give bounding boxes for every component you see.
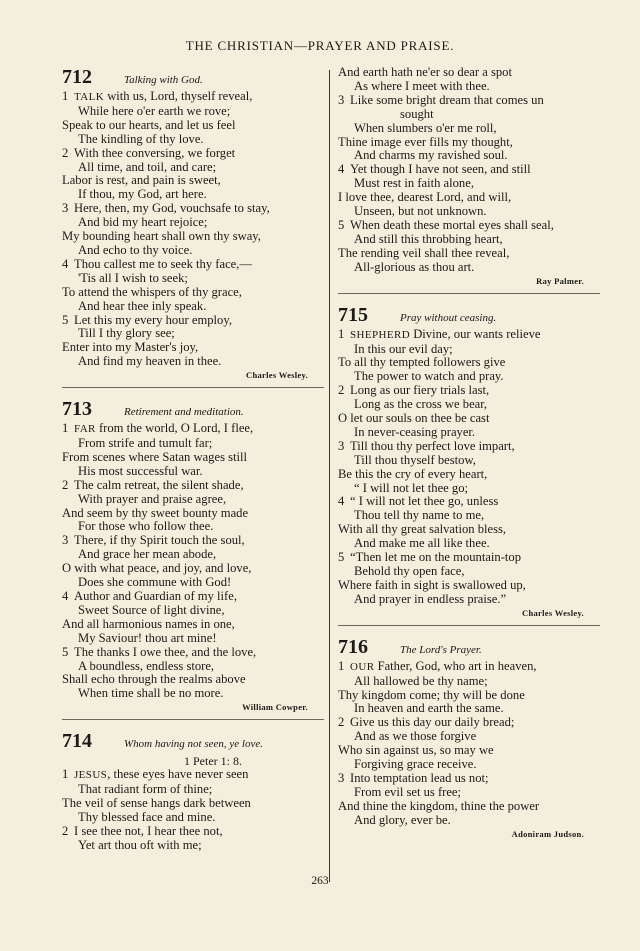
hymn-line [338, 328, 600, 343]
hymn-number: 712 [62, 66, 92, 88]
hymn-line [62, 258, 324, 272]
hymn-line: To all thy tempted followers give [338, 355, 506, 370]
hymn-line: My bounding heart shall own thy sway, [62, 229, 261, 244]
hymn-line [338, 163, 600, 177]
hymn-line: sought [400, 106, 434, 121]
hymn-line: The veil of sense hangs dark between [62, 796, 251, 811]
hymn-heading [338, 304, 600, 328]
hymn-line: And grace her mean abode, [78, 547, 217, 562]
hymn-line [338, 384, 600, 398]
hymn-line: The rending veil shall thee reveal, [338, 245, 510, 260]
verse-text: Author and Guardian of my life, [74, 589, 237, 603]
hymn-line: My Saviour! thou art mine! [78, 630, 217, 645]
hymn-line [338, 772, 600, 786]
verse-text: Father, God, who art in heaven, [374, 658, 537, 673]
hymn-line [62, 90, 324, 105]
hymn-line [338, 219, 600, 233]
hymn-line: Sweet Source of light divine, [78, 602, 225, 617]
section-divider [62, 387, 324, 388]
hymn-line: Yet art thou oft with me; [78, 837, 202, 852]
hymn-line: Where faith in sight is swallowed up, [338, 577, 526, 592]
verse-number: 1 [62, 89, 69, 103]
hymn-line: All time, and toil, and care; [78, 159, 217, 174]
hymn-line: With all thy great salvation bless, [338, 522, 507, 537]
hymn-line: And seem by thy sweet bounty made [62, 505, 249, 520]
verse-text: , these eyes have never seen [107, 767, 249, 782]
hymn-author: Charles Wesley. [246, 370, 308, 381]
hymn [338, 304, 600, 619]
hymn-line: When slumbers o'er me roll, [354, 120, 497, 135]
hymn-line: Who sin against us, so may we [338, 743, 494, 758]
hymn [62, 66, 324, 381]
hymn-line: And all harmonious names in one, [62, 616, 235, 631]
hymn-author: Charles Wesley. [522, 607, 584, 618]
verse-text: “ I will not let thee go, unless [350, 494, 499, 509]
verse-text: Till thou thy perfect love impart, [350, 438, 515, 453]
hymn [62, 730, 324, 852]
hymn-line [62, 314, 324, 328]
hymn-line: Till I thy glory see; [78, 326, 175, 341]
hymn-line: In never-ceasing prayer. [354, 424, 476, 439]
page-number: 263 [311, 875, 329, 887]
verse-first-word: SHEPHERD [350, 328, 411, 341]
hymn-line: And make me all like thee. [354, 536, 490, 551]
verse-number: 2 [62, 477, 69, 492]
verse-number: 3 [62, 533, 69, 548]
verse-text: with us, Lord, thyself reveal, [104, 89, 253, 103]
hymn-line [338, 660, 600, 675]
verse-first-word: FAR [74, 423, 96, 436]
verse-number: 1 [338, 326, 345, 341]
hymn-line: For those who follow thee. [78, 519, 214, 534]
hymn-line: Thou tell thy name to me, [354, 508, 485, 523]
hymn-line [62, 590, 324, 604]
section-divider [62, 719, 324, 720]
verse-number: 3 [338, 438, 345, 453]
verse-number: 5 [338, 550, 345, 565]
hymn-line [338, 94, 600, 108]
verse-text: I see thee not, I hear thee not, [74, 823, 223, 838]
verse-text: Yet though I have not seen, and still [350, 162, 531, 177]
hymn-heading [62, 66, 324, 90]
column-divider [329, 70, 330, 882]
hymn-line [62, 479, 324, 493]
hymn-line: And find my heaven in thee. [78, 354, 222, 369]
hymn-number: 716 [338, 635, 368, 658]
hymn-line: 'Tis all I wish to seek; [78, 270, 188, 285]
verse-text: Like some bright dream that comes un [350, 92, 544, 107]
hymn-line: Speak to our hearts, and let us feel [62, 117, 236, 132]
hymn-line: From evil set us free; [354, 784, 462, 799]
hymn [338, 66, 600, 287]
hymn-line: Must rest in faith alone, [354, 176, 474, 191]
hymn-line: Behold thy open face, [354, 564, 465, 578]
hymn-line [338, 495, 600, 509]
hymn-line: And hear thee inly speak. [78, 298, 207, 313]
verse-text: When death these mortal eyes shall seal, [350, 217, 554, 232]
hymn-heading [338, 636, 600, 660]
verse-text: from the world, O Lord, I flee, [95, 421, 254, 436]
hymn-line: And glory, ever be. [354, 812, 451, 827]
hymn-title: The Lord's Prayer. [400, 643, 482, 656]
hymn-number: 713 [62, 398, 92, 421]
hymn-title: Retirement and meditation. [124, 406, 244, 419]
hymn-line: Till thou thyself bestow, [354, 452, 476, 467]
hymn-line: Does she commune with God! [78, 575, 232, 590]
hymn-line: Unseen, but not unknown. [354, 204, 487, 219]
hymn-line: And prayer in endless praise.” [354, 591, 507, 606]
hymn-line: Shall echo through the realms above [62, 672, 246, 687]
hymn-line: The power to watch and pray. [354, 369, 504, 384]
hymn-line: Thy kingdom come; thy will be done [338, 687, 525, 702]
hymn-line: O with what peace, and joy, and love, [62, 561, 252, 576]
section-divider [338, 293, 600, 294]
verse-first-word: JESUS [74, 769, 108, 782]
verse-text: Here, then, my God, vouchsafe to stay, [74, 201, 270, 216]
hymn-line: With prayer and praise agree, [78, 491, 227, 506]
hymn-line: All-glorious as thou art. [354, 259, 475, 274]
hymn-line [62, 202, 324, 216]
hymn-author: Ray Palmer. [536, 275, 584, 286]
left-column [62, 66, 324, 853]
verse-first-word: TALK [74, 91, 105, 103]
hymn-line: That radiant form of thine; [78, 782, 213, 797]
verse-number: 5 [338, 217, 345, 232]
hymn-line [62, 646, 324, 660]
verse-number: 3 [338, 92, 345, 107]
hymn-line [62, 825, 324, 839]
hymn-line: And earth hath ne'er so dear a spot [338, 65, 512, 79]
hymn-line: A boundless, endless store, [78, 658, 215, 673]
hymn-line: From strife and tumult far; [78, 436, 213, 451]
verse-number: 2 [62, 823, 69, 838]
hymn-line [62, 422, 324, 437]
hymn-line: In heaven and earth the same. [354, 701, 504, 716]
hymn-line: The kindling of thy love. [78, 131, 204, 146]
hymn-line: As where I meet with thee. [354, 78, 490, 93]
hymn-line: All hallowed be thy name; [354, 673, 488, 688]
hymn-title: Pray without ceasing. [400, 311, 497, 324]
verse-number: 3 [338, 770, 345, 785]
verse-number: 2 [338, 383, 345, 398]
hymn-line: Enter into my Master's joy, [62, 340, 199, 355]
hymn-line: When time shall be no more. [78, 686, 224, 701]
verse-text: The calm retreat, the silent shade, [74, 477, 244, 492]
hymn-line: And as we those forgive [354, 729, 477, 744]
hymn-line [338, 551, 600, 565]
verse-text: The thanks I owe thee, and the love, [74, 644, 257, 659]
hymn-author: William Cowper. [242, 702, 308, 713]
hymn-title: Talking with God. [124, 74, 203, 86]
hymn [338, 636, 600, 840]
verse-text: Divine, our wants relieve [410, 326, 541, 341]
verse-text: Long as our fiery trials last, [350, 383, 490, 398]
verse-number: 1 [62, 767, 69, 782]
hymn-line: To attend the whispers of thy grace, [62, 284, 242, 299]
verse-number: 2 [62, 145, 69, 160]
hymn-line [338, 440, 600, 454]
hymn-number: 715 [338, 303, 368, 326]
verse-number: 4 [62, 589, 69, 603]
hymn-line [62, 534, 324, 548]
verse-number: 4 [338, 494, 345, 509]
verse-text: There, if thy Spirit touch the soul, [74, 533, 245, 548]
hymn-line: In this our evil day; [354, 341, 453, 356]
verse-text: “Then let me on the mountain-top [350, 550, 522, 565]
hymn-author: Adoniram Judson. [511, 828, 584, 839]
hymn-line [338, 716, 600, 730]
hymn-heading [62, 730, 324, 754]
verse-text: With thee conversing, we forget [74, 145, 236, 160]
hymn-line [62, 768, 324, 783]
section-divider [338, 625, 600, 626]
hymn-line: Long as the cross we bear, [354, 397, 488, 412]
hymn-line: And echo to thy voice. [78, 242, 193, 257]
verse-number: 4 [62, 256, 69, 271]
scripture-reference: 1 Peter 1: 8. [184, 754, 242, 769]
verse-number: 1 [338, 658, 345, 673]
verse-number: 1 [62, 421, 69, 436]
verse-number: 2 [338, 715, 345, 730]
hymn-line: And bid my heart rejoice; [78, 215, 208, 230]
hymn-line: O let our souls on thee be cast [338, 411, 490, 426]
verse-first-word: OUR [350, 660, 375, 673]
hymn-line: Forgiving grace receive. [354, 757, 477, 772]
hymn-line: And thine the kingdom, thine the power [338, 798, 540, 813]
hymn-heading [62, 398, 324, 422]
hymn-line: Thy blessed face and mine. [78, 809, 216, 824]
verse-number: 5 [62, 312, 69, 327]
hymn-line: And still this throbbing heart, [354, 231, 503, 246]
hymn-line: “ I will not let thee go; [354, 480, 469, 495]
hymn-line: If thou, my God, art here. [78, 187, 207, 202]
right-column [338, 66, 600, 840]
hymn-line: While here o'er earth we rove; [78, 103, 231, 118]
page-header: THE CHRISTIAN—PRAYER AND PRAISE. [185, 38, 455, 53]
hymn-line: His most successful war. [78, 463, 203, 478]
hymn-line: Labor is rest, and pain is sweet, [62, 173, 221, 188]
hymn [62, 398, 324, 713]
hymn-line: And charms my ravished soul. [354, 148, 508, 163]
hymn-line: I love thee, dearest Lord, and will, [338, 190, 512, 205]
verse-number: 3 [62, 201, 69, 216]
hymn-line: Be this the cry of every heart, [338, 466, 488, 481]
verse-text: Give us this day our daily bread; [350, 715, 515, 730]
hymn-line: From scenes where Satan wages still [62, 449, 248, 464]
verse-number: 5 [62, 644, 69, 659]
verse-text: Thou callest me to seek thy face,— [74, 256, 252, 271]
hymn-number: 714 [62, 730, 92, 753]
hymn-line: Thine image ever fills my thought, [338, 134, 513, 149]
verse-text: Let this my every hour employ, [74, 312, 232, 327]
hymn-title: Whom having not seen, ye love. [124, 738, 263, 751]
verse-number: 4 [338, 162, 345, 177]
verse-text: Into temptation lead us not; [350, 770, 489, 785]
hymn-line [62, 147, 324, 161]
